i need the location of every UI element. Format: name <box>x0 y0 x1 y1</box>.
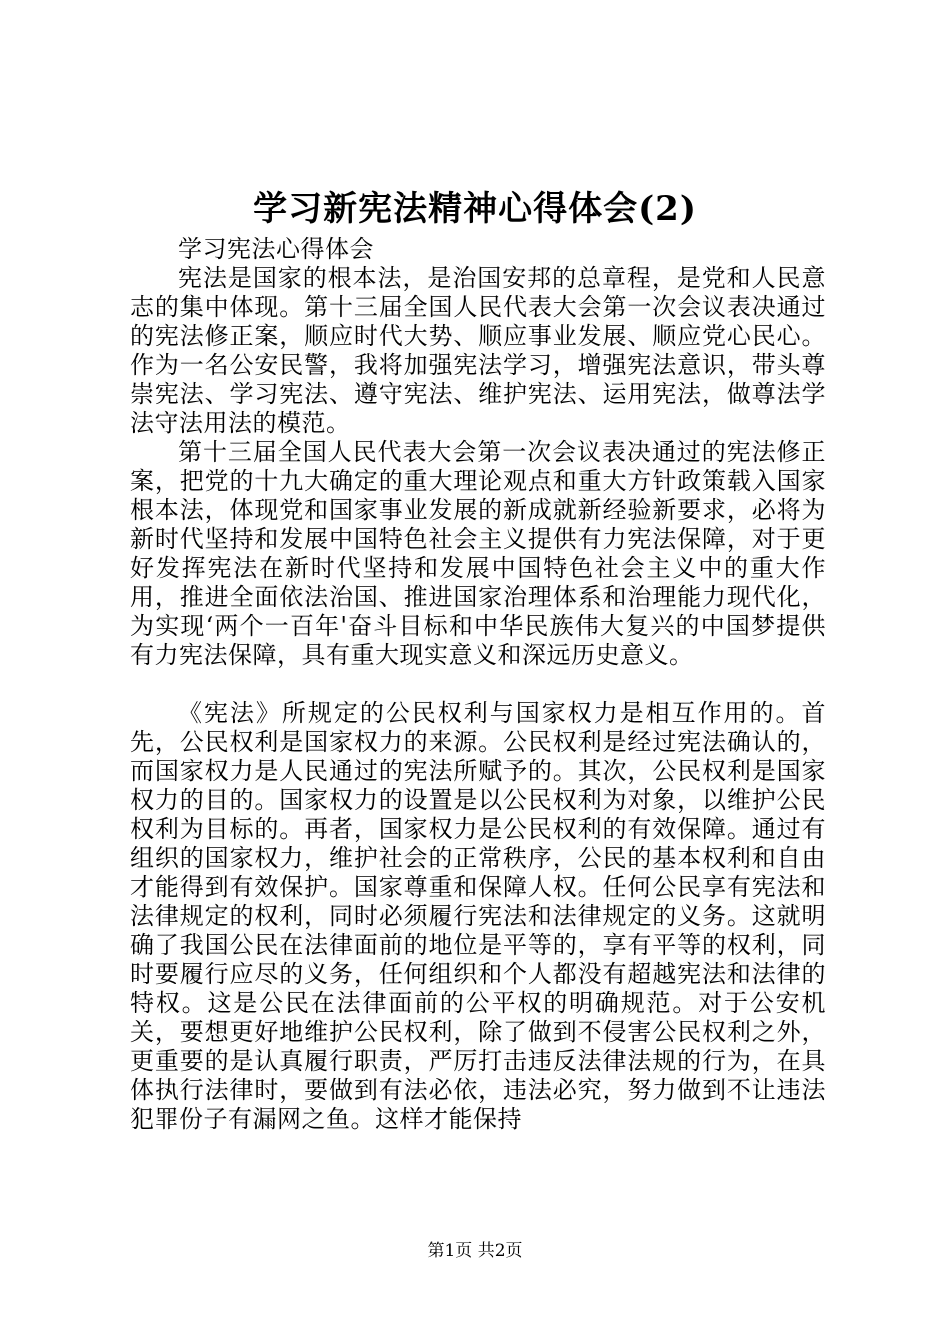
paragraph-1: 宪法是国家的根本法，是治国安邦的总章程，是党和人民意志的集中体现。第十三届全国人民代表大会第一次会议表决通过的宪法修正案，顺应时代大势、顺应事业发展、顺应党心民心。作为一名公安民警，我将加强宪法学习，增强宪法意识，带头尊崇宪法、学习宪法、遵守宪法、维护宪法、运用宪法，做尊法学法守法用法的模范。 <box>130 264 826 437</box>
page-number-footer: 第1页 共2页 <box>427 1241 523 1261</box>
document-body <box>130 235 826 1134</box>
paragraph-3: 《宪法》所规定的公民权利与国家权力是相互作用的。首先，公民权利是国家权力的来源。公民权利是经过宪法确认的，而国家权力是人民通过的宪法所赋予的。其次，公民权利是国家权力的目的。国家权力的设置是以公民权利为对象，以维护公民权利为目标的。再者，国家权力是公民权利的有效保障。通过有组织的国家权力，维护社会的正常秩序，公民的基本权利和自由才能得到有效保护。国家尊重和保障人权。任何公民享有宪法和法律规定的权利，同时必须履行宪法和法律规定的义务。这就明确了我国公民在法律面前的地位是平等的，享有平等的权利，同时要履行应尽的义务，任何组织和个人都没有超越宪法和法律的特权。这是公民在法律面前的公平权的明确规范。对于公安机关，要想更好地维护公民权利，除了做到不侵害公民权利之外，更重要的是认真履行职责，严厉打击违反法律法规的行为，在具体执行法律时，要做到有法必依，违法必究，努力做到不让违法犯罪份子有漏网之鱼。这样才能保持 <box>130 699 826 1133</box>
document-title: 学习新宪法精神心得体会(2) <box>253 189 697 229</box>
document-subtitle: 学习宪法心得体会 <box>178 235 374 263</box>
paragraph-2: 第十三届全国人民代表大会第一次会议表决通过的宪法修正案，把党的十九大确定的重大理论观点和重大方针政策载入国家根本法，体现党和国家事业发展的新成就新经验新要求，必将为新时代坚持和发展中国特色社会主义提供有力宪法保障，对于更好发挥宪法在新时代坚持和发展中国特色社会主义中的重大作用，推进全面依法治国、推进国家治理体系和治理能力现代化，为实现‘两个一百年'奋斗目标和中华民族伟大复兴的中国梦提供有力宪法保障，具有重大现实意义和深远历史意义。 <box>130 438 826 669</box>
paragraph-spacer <box>130 670 826 699</box>
